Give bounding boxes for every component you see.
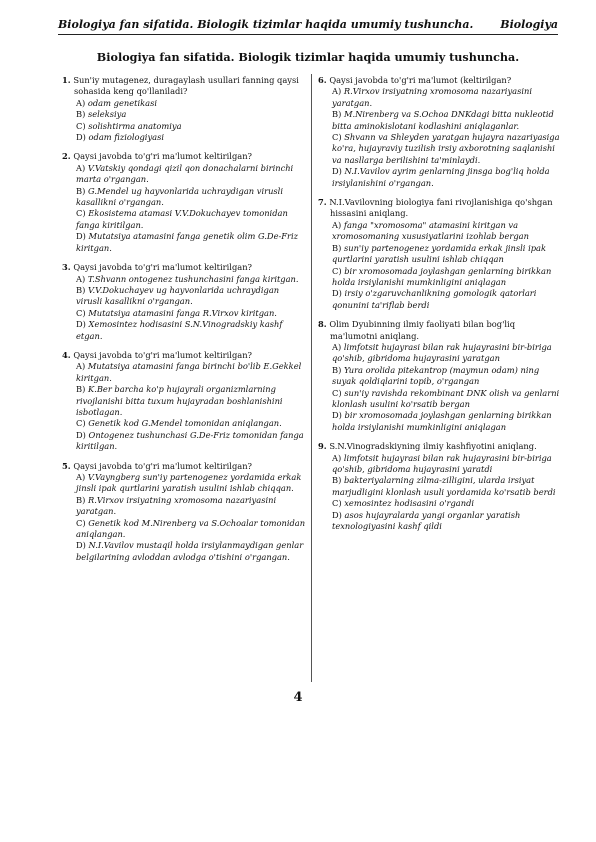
option-letter: B) — [76, 185, 86, 196]
option-letter: D) — [332, 509, 342, 520]
answer-option — [62, 418, 306, 429]
option-text: fanga "xromosoma" atamasini kiritgan va xromosomaning xususiyatlarini izohlab bergan — [332, 219, 529, 242]
option-text: sun'iy partenogenez yordamida erkak jinsli ipak qurtlarini yaratish usulini ishlab chiqqan — [332, 242, 547, 265]
question-stem: Sun'iy mutagenez, duragaylash usullari fanning qaysi sohasida keng qo'llaniladi? — [73, 75, 299, 97]
answer-option — [318, 109, 562, 132]
option-text: R.Virxov irsiyatning xromosoma nazariyasini yaratgan. — [332, 86, 532, 108]
question-stem: S.N.Vinogradskiyning ilmiy kashfiyotini aniqlang. — [329, 441, 537, 452]
question-number: 2. — [62, 151, 71, 162]
option-text: irsiy o'zgaruvchanlikning gomologik qatorlari qonunini ta'riflab berdi — [332, 288, 537, 310]
question-2 — [62, 151, 306, 254]
option-letter: B) — [76, 109, 86, 120]
header-rule — [58, 34, 558, 35]
option-text: bir xromosomada joylashgan genlarning birikkan holda irsiylanishi mumkinligini aniqlagan — [332, 265, 552, 287]
answer-option — [62, 472, 306, 495]
answer-option — [318, 510, 562, 533]
answer-option — [318, 166, 562, 189]
option-text: odam fiziologiyasi — [88, 132, 165, 143]
answer-option — [62, 231, 306, 254]
option-text: Ontogenez tushunchasi G.De-Friz tomonidan fanga kiritilgan. — [76, 429, 304, 452]
question-text — [318, 319, 562, 342]
option-letter: B) — [76, 494, 86, 505]
question-number: 8. — [318, 319, 327, 330]
answer-option — [318, 365, 562, 388]
option-text: V.Vatskiy qondagi qizil qon donachalarni birinchi marta o'rgangan. — [76, 162, 294, 185]
option-text: Xemosintez hodisasini S.N.Vinogradskiy kashf etgan. — [76, 319, 283, 341]
option-letter: B) — [332, 242, 342, 253]
page-title: Biologiya fan sifatida. Biologik tizimlar haqida umumiy tushuncha. — [96, 50, 520, 64]
question-number: 7. — [318, 197, 327, 208]
answer-option — [318, 410, 562, 433]
question-5 — [62, 461, 306, 564]
option-letter: B) — [76, 384, 86, 395]
answer-option — [62, 430, 306, 453]
right-column — [318, 75, 562, 540]
question-7 — [318, 197, 562, 311]
option-text: Mutatsiya atamasini fanga genetik olim G.De-Friz kiritgan. — [76, 231, 299, 253]
answer-option — [318, 266, 562, 289]
question-1 — [62, 75, 306, 143]
answer-option — [62, 208, 306, 231]
answer-option — [318, 288, 562, 311]
option-text: K.Ber barcha ko'p hujayrali organizmlarning rivojlanishi bitta tuxum hujayradan boshlanishini isbotlagan. — [76, 384, 283, 417]
option-text: solishtirma anatomiya — [88, 120, 182, 131]
option-letter: D) — [76, 540, 86, 551]
option-letter: C) — [76, 517, 86, 528]
header-subject: Biologiya — [500, 18, 558, 31]
answer-option — [318, 220, 562, 243]
option-letter: D) — [76, 319, 86, 330]
question-6 — [318, 75, 562, 189]
question-text — [62, 151, 306, 162]
option-text: sun'iy ravishda rekombinant DNK olish va genlarni klonlash usulini ko'rsatib bergan — [332, 387, 560, 409]
option-text: bakteriyalarning zilma-zilligini, ularda irsiyat marjudligini klonlash usuli yordamida ko'rsatib berdi — [332, 475, 556, 497]
question-text — [62, 75, 306, 98]
option-letter: C) — [76, 307, 86, 318]
option-letter: A) — [76, 273, 86, 284]
option-letter: D) — [332, 288, 342, 299]
question-text — [318, 75, 562, 86]
option-letter: C) — [332, 498, 342, 509]
option-letter: A) — [332, 86, 342, 97]
question-8 — [318, 319, 562, 433]
option-letter: A) — [76, 472, 86, 482]
question-text — [62, 350, 306, 361]
option-text: Yura orolida pitekantrop (maymun odam) ning suyak qoldiqlarini topib, o'rgangan — [332, 364, 540, 387]
question-text — [62, 262, 306, 273]
option-text: Mutatsiya atamasini fanga birinchi bo'lib E.Gekkel kiritgan. — [76, 361, 302, 383]
answer-option — [62, 132, 306, 143]
option-text: Shvann va Shleyden yaratgan hujayra nazariyasiga ko'ra, hujayraviy tuzilish irsiy axborotning saqlanishi va nasllarga berilishini ta'minlaydi. — [332, 132, 560, 165]
option-letter: A) — [332, 219, 342, 230]
option-text: T.Shvann ontogenez tushunchasini fanga kiritgan. — [87, 273, 299, 284]
answer-option — [62, 540, 306, 563]
option-text: N.I.Vavilov mustaqil holda irsiylanmaydigan genlar belgilarining avloddan avlodga o'tishini o'rgangan. — [76, 540, 304, 562]
option-text: V.Vayngberg sun'iy partenogenez yordamida erkak jinsli ipak qurtlarini yaratish usulini ishlab chiqqan. — [76, 472, 302, 494]
option-text: N.I.Vavilov ayrim genlarning jinsga bog'liq holda irsiylanishini o'rgangan. — [332, 166, 550, 188]
option-text: bir xromosomada joylashgan genlarning birikkan holda irsiylanishi mumkinligini aniqlagan — [332, 410, 552, 432]
question-number: 6. — [318, 75, 327, 85]
option-text: V.V.Dokuchayev ug hayvonlarida uchraydigan virusli kasallikni o'rgangan. — [76, 284, 280, 307]
option-text: seleksiya — [87, 109, 127, 120]
answer-option — [318, 498, 562, 509]
question-number: 5. — [62, 460, 71, 471]
option-text: asos hujayralarda yangi organlar yaratish texnologiyasini kashf qildi — [332, 509, 521, 532]
option-letter: A) — [332, 452, 342, 463]
answer-option — [62, 285, 306, 308]
left-column — [62, 75, 306, 571]
option-letter: D) — [332, 410, 342, 421]
answer-option — [318, 388, 562, 411]
answer-option — [62, 121, 306, 132]
option-letter: B) — [332, 364, 342, 375]
option-letter: B) — [332, 475, 342, 486]
option-text: xemosintez hodisasini o'rgandi — [344, 498, 475, 509]
question-stem: Olim Dyubinning ilmiy faoliyati bilan bog'liq ma'lumotni aniqlang. — [329, 319, 515, 341]
answer-option — [62, 495, 306, 518]
header-title: Biologiya fan sifatida. Biologik tizimlar haqida umumiy tushuncha. — [58, 18, 474, 31]
answer-option — [62, 361, 306, 384]
option-text: M.Nirenberg va S.Ochoa DNKdagi bitta nukleotid bitta aminokislotani kodlashini aniqlaganlar. — [332, 109, 554, 131]
question-number: 3. — [62, 262, 71, 273]
option-letter: C) — [332, 265, 342, 276]
question-stem: Qaysi javobda to'g'ri ma'lumot keltirilgan? — [73, 460, 252, 471]
option-text: Mutatsiya atamasini fanga R.Virxov kiritgan. — [88, 307, 277, 318]
question-text — [318, 441, 562, 452]
answer-option — [62, 98, 306, 109]
option-text: odam genetikasi — [87, 97, 157, 108]
answer-option — [62, 274, 306, 285]
answer-option — [318, 475, 562, 498]
option-letter: D) — [332, 166, 342, 177]
answer-option — [318, 342, 562, 365]
answer-option — [318, 453, 562, 476]
option-letter: C) — [76, 120, 86, 131]
option-letter: D) — [76, 231, 86, 242]
page-number: 4 — [293, 690, 303, 705]
question-text — [62, 461, 306, 472]
answer-option — [62, 518, 306, 541]
answer-option — [318, 132, 562, 166]
question-stem: Qaysi javobda to'g'ri ma'lumot (keltirilgan? — [329, 75, 512, 85]
answer-option — [318, 243, 562, 266]
option-letter: A) — [76, 97, 86, 108]
question-number: 1. — [62, 75, 71, 85]
option-text: limfotsit hujayrasi bilan rak hujayrasini bir-biriga qo'shib, gibridoma hujayrasini yaratgan — [332, 341, 552, 364]
option-letter: A) — [76, 162, 86, 173]
option-letter: B) — [332, 109, 342, 120]
answer-option — [318, 86, 562, 109]
answer-option — [62, 186, 306, 209]
question-4 — [62, 350, 306, 453]
option-letter: B) — [76, 284, 86, 295]
option-letter: C) — [76, 208, 86, 219]
option-letter: D) — [76, 429, 86, 440]
answer-option — [62, 163, 306, 186]
option-text: Genetik kod M.Nirenberg va S.Ochoalar tomonidan aniqlangan. — [76, 517, 306, 540]
question-text — [318, 197, 562, 220]
column-divider — [311, 74, 312, 682]
running-header — [58, 15, 558, 35]
option-letter: C) — [76, 418, 86, 429]
option-letter: D) — [76, 132, 86, 143]
answer-option — [62, 319, 306, 342]
question-stem: Qaysi javobda to'g'ri ma'lumot keltirilgan? — [73, 151, 252, 162]
question-stem: Qaysi javobda to'g'ri ma'lumot keltirilgan? — [73, 349, 252, 360]
question-number: 4. — [62, 349, 71, 360]
option-text: Genetik kod G.Mendel tomonidan aniqlangan. — [88, 418, 282, 429]
answer-option — [62, 308, 306, 319]
question-stem: N.I.Vavilovning biologiya fani rivojlanishiga qo'shgan hissasini aniqlang. — [329, 197, 553, 219]
option-text: limfotsit hujayrasi bilan rak hujayrasini bir-biriga qo'shib, gibridoma hujayrasini yaratdi — [332, 452, 552, 474]
option-text: Ekosistema atamasi V.V.Dokuchayev tomonidan fanga kiritilgan. — [76, 208, 288, 230]
option-text: G.Mendel ug hayvonlarida uchraydigan virusli kasallikni o'rgangan. — [76, 185, 283, 208]
option-letter: C) — [332, 132, 342, 143]
option-letter: C) — [332, 387, 342, 398]
option-text: R.Virxov irsiyatning xromosoma nazariyasini yaratgan. — [76, 494, 277, 517]
question-number: 9. — [318, 441, 327, 452]
option-letter: A) — [332, 341, 342, 352]
answer-option — [62, 109, 306, 120]
option-letter: A) — [76, 361, 86, 372]
question-3 — [62, 262, 306, 342]
question-9 — [318, 441, 562, 532]
question-stem: Qaysi javobda to'g'ri ma'lumot keltirilgan? — [73, 262, 252, 273]
answer-option — [62, 384, 306, 418]
